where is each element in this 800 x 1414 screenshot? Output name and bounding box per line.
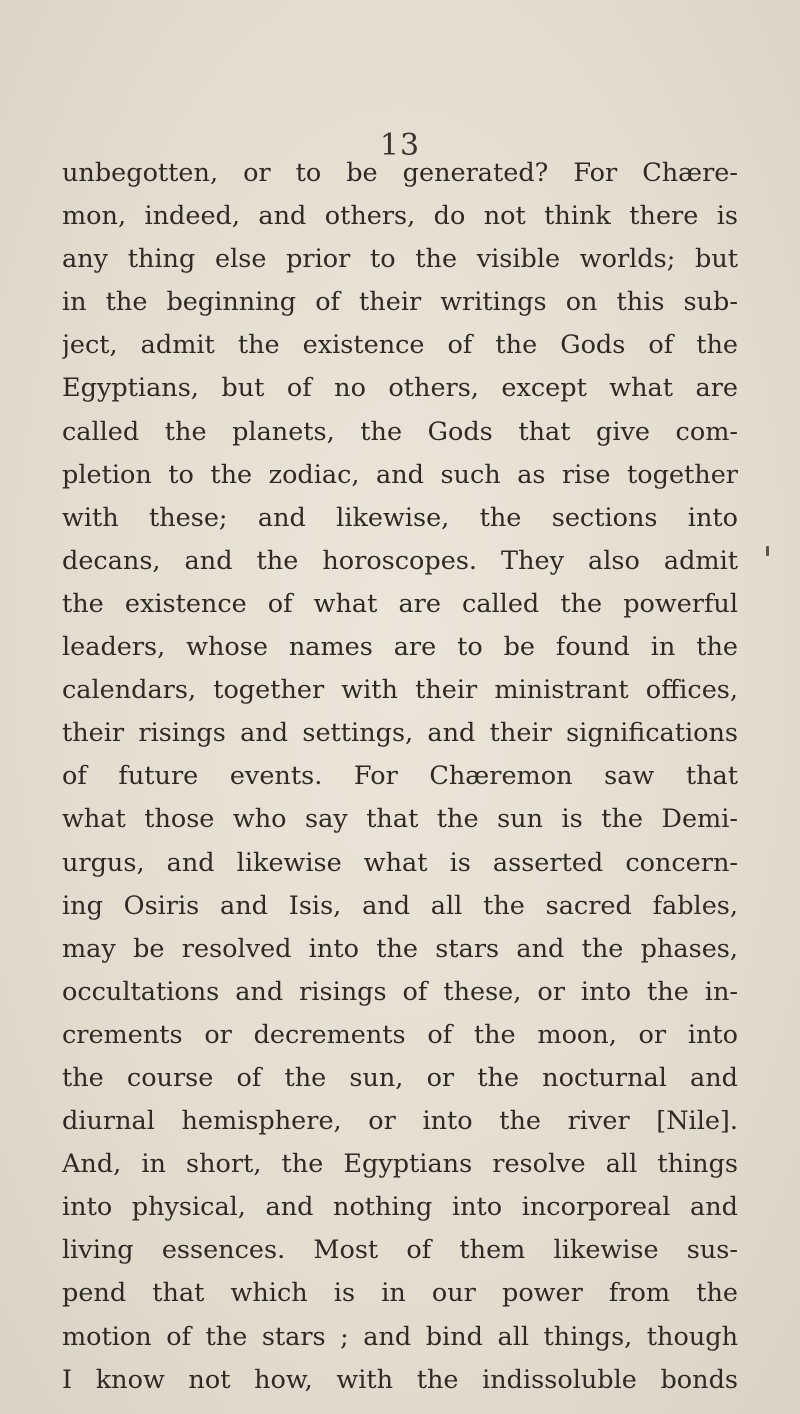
text-line-26: living essences. Most of them likewise sus- xyxy=(62,1235,738,1266)
text-line-9: with these; and likewise, the sections into xyxy=(62,502,738,533)
text-line-22: the course of the sun, or the nocturnal and xyxy=(62,1062,738,1093)
text-line-14: their risings and settings, and their significations xyxy=(62,718,738,749)
text-line-10: decans, and the horoscopes. They also admit xyxy=(62,545,738,576)
text-line-24: And, in short, the Egyptians resolve all things xyxy=(62,1149,738,1180)
text-line-28: motion of the stars ; and bind all things, though xyxy=(62,1321,738,1352)
text-line-21: crements or decrements of the moon, or into xyxy=(62,1019,738,1050)
text-line-18: ing Osiris and Isis, and all the sacred fables, xyxy=(62,890,738,921)
margin-ink-mark xyxy=(766,546,769,556)
text-line-29: I know not how, with the indissoluble bonds xyxy=(62,1364,738,1395)
text-line-13: calendars, together with their ministrant offices, xyxy=(62,675,738,706)
text-line-25: into physical, and nothing into incorporeal and xyxy=(62,1192,738,1223)
text-line-4: in the beginning of their writings on this sub- xyxy=(62,287,738,318)
text-line-15: of future events. For Chæremon saw that xyxy=(62,761,738,792)
text-line-27: pend that which is in our power from the xyxy=(62,1278,738,1309)
text-line-6: Egyptians, but of no others, except what are xyxy=(62,373,738,404)
text-line-11: the existence of what are called the powerful xyxy=(62,588,738,619)
page-number: 13 xyxy=(379,128,421,163)
text-line-17: urgus, and likewise what is asserted concern- xyxy=(62,847,738,878)
body-text xyxy=(62,152,738,1402)
text-line-7: called the planets, the Gods that give com- xyxy=(62,416,738,447)
text-line-5: ject, admit the existence of the Gods of the xyxy=(62,330,738,361)
text-line-20: occultations and risings of these, or into the in- xyxy=(62,976,738,1007)
text-line-3: any thing else prior to the visible worlds; but xyxy=(62,244,738,275)
text-line-1: unbegotten, or to be generated? For Chære- xyxy=(62,158,738,188)
text-line-19: may be resolved into the stars and the phases, xyxy=(62,933,738,964)
text-line-23: diurnal hemisphere, or into the river [Nile]. xyxy=(62,1106,738,1137)
text-line-8: pletion to the zodiac, and such as rise together xyxy=(62,459,738,490)
text-line-2: mon, indeed, and others, do not think there is xyxy=(62,201,738,232)
text-line-16: what those who say that the sun is the Demi- xyxy=(62,804,738,835)
text-line-12: leaders, whose names are to be found in the xyxy=(62,632,738,663)
